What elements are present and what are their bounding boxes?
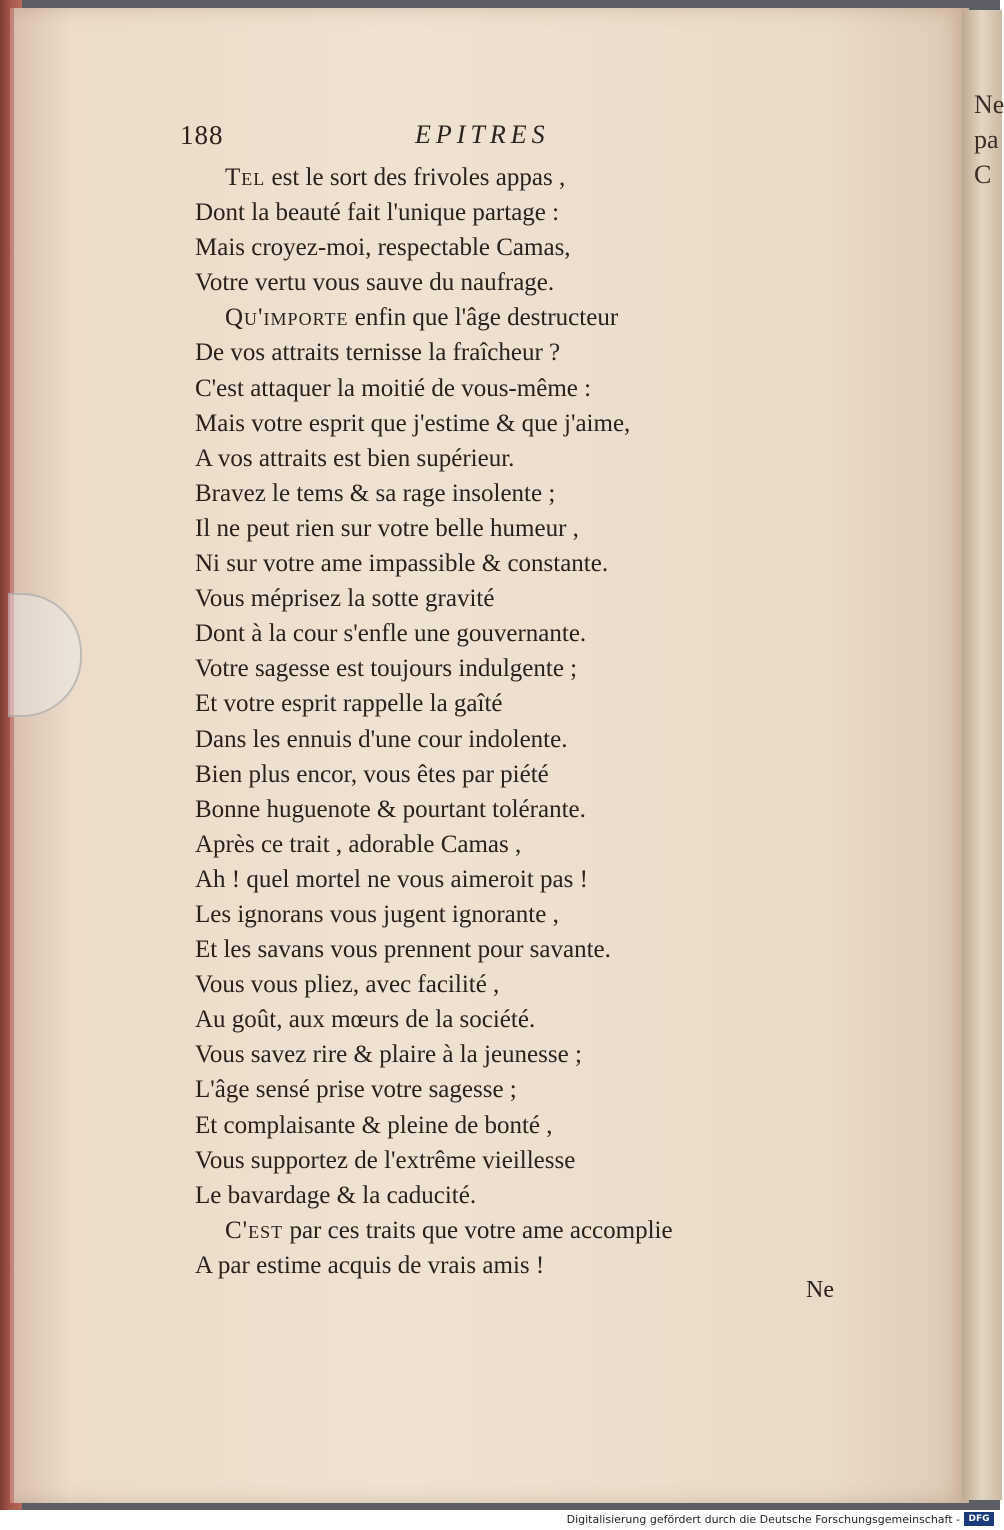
poem-line: Bravez le tems & sa rage insolente ; [195, 479, 556, 507]
running-title: EPITRES [415, 120, 550, 149]
poem-text [195, 160, 755, 1283]
poem-line: Ah ! quel mortel ne vous aimeroit pas ! [195, 865, 588, 893]
digitization-credit: Digitalisierung gefördert durch die Deutsche Forschungsgemeinschaft - [566, 1513, 960, 1526]
adjacent-page-fragment: pa [974, 125, 999, 154]
line-text: par ces traits que votre ame accomplie [283, 1216, 673, 1244]
poem-line: Et votre esprit rappelle la gaîté [195, 690, 503, 718]
poem-line: Au goût, aux mœurs de la société. [195, 1006, 536, 1034]
adjacent-page-fragment: C [974, 160, 992, 189]
small-caps-lead: C'est [225, 1216, 284, 1244]
poem-line: Après ce trait , adorable Camas , [195, 830, 522, 858]
poem-line: Et complaisante & pleine de bonté , [195, 1111, 553, 1139]
poem-line: Dans les ennuis d'une cour indolente. [195, 725, 568, 753]
poem-line: L'âge sensé prise votre sagesse ; [195, 1076, 517, 1104]
adjacent-page-edge [962, 10, 1002, 1500]
poem-line: Bonne huguenote & pourtant tolérante. [195, 795, 586, 823]
poem-line: Le bavardage & la caducité. [195, 1181, 477, 1209]
catchword: Ne [806, 1277, 834, 1303]
small-caps-lead: Tel [225, 164, 266, 191]
poem-line: Votre sagesse est toujours indulgente ; [195, 655, 578, 683]
poem-line: De vos attraits ternisse la fraîcheur ? [195, 339, 561, 367]
line-text: est le sort des frivoles appas , [265, 164, 566, 191]
page-number: 188 [180, 120, 224, 150]
poem-line [195, 160, 755, 195]
poem-line: Vous méprisez la sotte gravité [195, 585, 495, 613]
line-text: enfin que l'âge destructeur [348, 304, 619, 332]
poem-line: Ni sur votre ame impassible & constante. [195, 550, 609, 578]
poem-line: Vous savez rire & plaire à la jeunesse ; [195, 1041, 582, 1069]
poem-line: Bien plus encor, vous êtes par piété [195, 760, 549, 788]
poem-line: Et les savans vous prennent pour savante. [195, 936, 611, 964]
page-clip [8, 593, 82, 717]
poem-line: A par estime acquis de vrais amis ! [195, 1251, 545, 1279]
running-head [180, 120, 610, 160]
poem-line: C'est attaquer la moitié de vous-même : [195, 374, 592, 402]
poem-line: Vous vous pliez, avec facilité , [195, 971, 500, 999]
poem-line: Dont à la cour s'enfle une gouvernante. [195, 620, 587, 648]
poem-line: A vos attraits est bien supérieur. [195, 444, 515, 472]
poem-line: Votre vertu vous sauve du naufrage. [195, 269, 555, 297]
poem-line [195, 300, 755, 335]
poem-line: Vous supportez de l'extrême vieillesse [195, 1146, 576, 1174]
poem-line [195, 1213, 755, 1248]
poem-line: Les ignorans vous jugent ignorante , [195, 900, 559, 928]
poem-line: Mais votre esprit que j'estime & que j'aime, [195, 409, 631, 437]
poem-line: Il ne peut rien sur votre belle humeur , [195, 514, 579, 542]
poem-line: Dont la beauté fait l'unique partage : [195, 199, 560, 227]
poem-line: Mais croyez-moi, respectable Camas, [195, 234, 571, 262]
adjacent-page-fragment: Ne [974, 90, 1004, 119]
small-caps-lead: Qu'importe [225, 304, 349, 332]
dfg-logo: DFG [964, 1512, 994, 1526]
